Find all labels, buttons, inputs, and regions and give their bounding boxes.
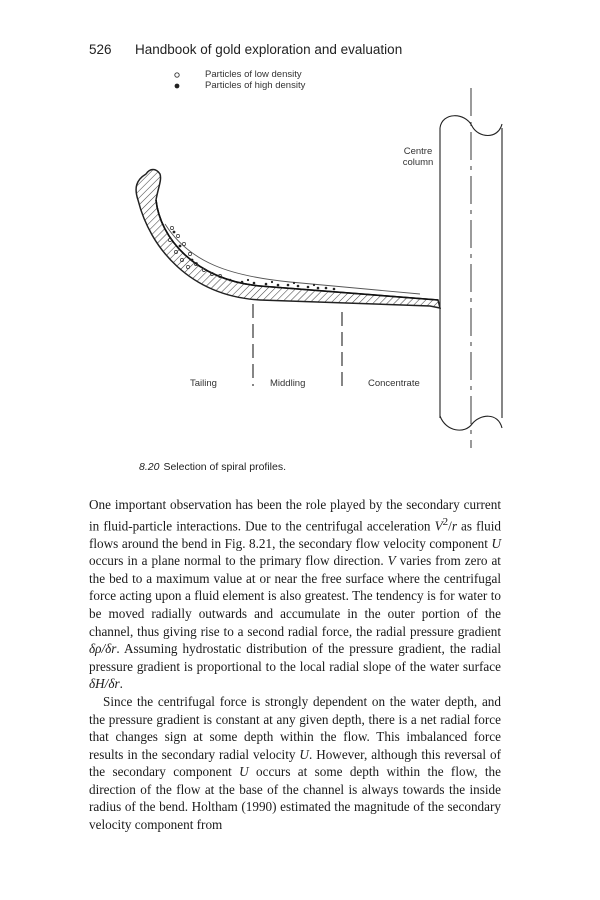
page-number: 526 xyxy=(89,42,112,57)
trough-inner-surface xyxy=(156,200,438,300)
figure-caption xyxy=(139,461,286,473)
paragraph-2: Since the centrifugal force is strongly dependent on the water depth, and the pressure gradient is constant at any given depth, there is a net radial force that changes sign at some depth within the flow. This imbalanced force results in the secondary radial velocity U. However, although this reversal of the secondary component U occurs at some depth within the flow, the direction of the flow at the base of the channel is always towards the inside radius of the bend. Holtham (1990) estimated the magnitude of the secondary velocity component from xyxy=(89,693,501,833)
spiral-profile-figure xyxy=(120,68,520,468)
running-header xyxy=(89,42,402,57)
concentrate-label: Concentrate xyxy=(368,378,420,389)
high-density-symbol-icon xyxy=(175,84,180,89)
legend-low-density: Particles of low density xyxy=(205,69,302,80)
centre-column xyxy=(440,88,502,448)
body-text xyxy=(89,496,501,834)
centre-column-label: Centre column xyxy=(402,146,434,168)
middling-label: Middling xyxy=(270,378,306,389)
running-title: Handbook of gold exploration and evaluation xyxy=(135,42,403,57)
low-density-symbol-icon xyxy=(175,73,179,77)
legend-high-density: Particles of high density xyxy=(205,80,306,91)
caption-text: Selection of spiral profiles. xyxy=(163,461,286,473)
trough-wall xyxy=(136,170,440,309)
tailing-label: Tailing xyxy=(190,378,217,389)
spiral-profile-drawing xyxy=(120,68,520,468)
caption-number: 8.20 xyxy=(139,461,160,473)
paragraph-1: One important observation has been the role played by the secondary current in fluid-particle interactions. Due to the centrifugal acceleration $V^2/r$ as fluid flows around the bend in Fig. 8.21, the secondary flow velocity component U occurs in a plane normal to the primary flow direction. V varies from zero at the bed to a maximum value at or near the free surface where the centrifugal force acting upon a fluid element is also greatest. The tendency is for water to be moved radially outwards and accumulate in the outer portion of the channel, thus giving rise to a second radial force, the radial pressure gradient δρ/δr. Assuming hydrostatic distribution of the pressure gradient, the radial pressure gradient is proportional to the local radial slope of the water surface δH/δr. xyxy=(89,497,501,692)
